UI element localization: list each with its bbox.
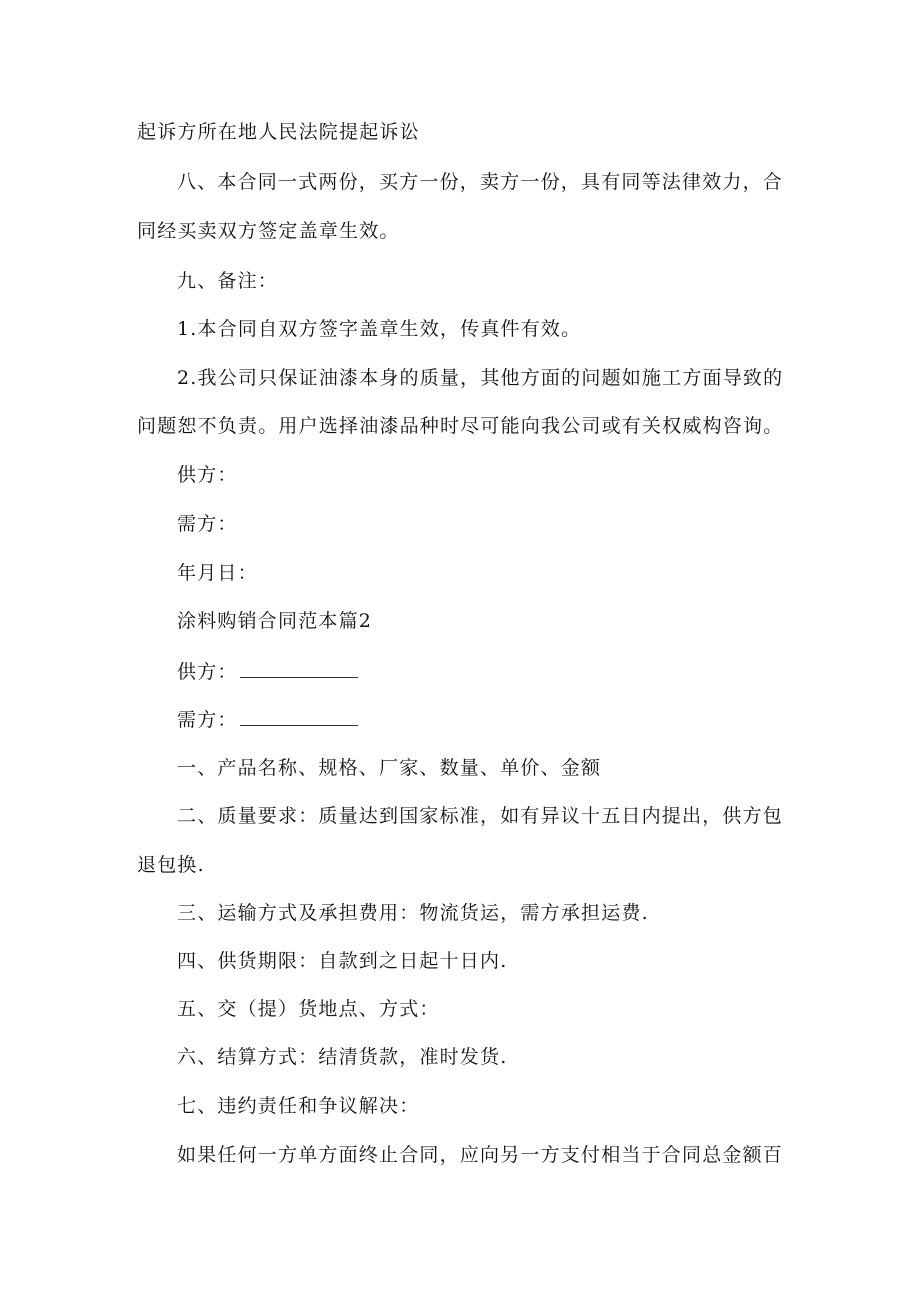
field-label: 供方： [177,661,238,683]
text-line [177,366,920,390]
line-text: 2.我公司只保证油漆本身的质量，其他方面的问题如施工方面导致的 [177,367,784,389]
signature-supplier [177,463,920,487]
line-text: 涂料购销合同范本篇2 [177,610,373,632]
section-heading [177,269,920,293]
section-title [177,609,920,633]
text-line [177,756,920,780]
text-line [137,853,920,877]
line-text: 六、结算方式：结清货款，准时发货. [177,1046,508,1068]
supplier-field [177,659,920,684]
line-text: 八、本合同一式两份，买方一份，卖方一份，具有同等法律效力，合 [177,171,784,193]
line-text: 起诉方所在地人民法院提起诉讼 [137,121,420,143]
line-text: 如果任何一方单方面终止合同，应向另一方支付相当于合同总金额百 [177,1144,784,1166]
text-line [177,1143,920,1167]
line-text: 一、产品名称、规格、厂家、数量、单价、金额 [177,757,602,779]
text-line [177,1045,920,1069]
line-text: 需方： [177,513,238,535]
text-line [177,804,920,828]
line-text: 退包换. [137,854,205,876]
text-line [177,317,920,341]
line-text: 五、交（提）货地点、方式： [177,998,440,1020]
signature-buyer [177,512,920,536]
blank-underline [240,707,358,726]
line-text: 七、违约责任和争议解决： [177,1095,420,1117]
text-line [177,1094,920,1118]
signature-date [177,561,920,585]
text-line [177,949,920,973]
line-text: 1.本合同自双方签字盖章生效，传真件有效。 [177,318,582,340]
text-line [137,414,920,438]
field-label: 需方： [177,709,238,731]
line-text: 年月日： [177,562,258,584]
buyer-field [177,707,920,732]
text-line [177,997,920,1021]
line-text: 问题恕不负责。用户选择油漆品种时尽可能向我公司或有关权威构咨询。 [137,415,784,437]
line-text: 同经买卖双方签定盖章生效。 [137,220,400,242]
text-line [137,219,920,243]
line-text: 九、备注： [177,270,279,292]
text-line [137,120,920,144]
line-text: 二、质量要求：质量达到国家标准，如有异议十五日内提出，供方包 [177,805,784,827]
line-text: 三、运输方式及承担费用：物流货运，需方承担运费. [177,902,649,924]
text-line [177,170,920,194]
line-text: 供方： [177,464,238,486]
blank-underline [240,659,358,678]
line-text: 四、供货期限：自款到之日起十日内. [177,950,508,972]
text-line [177,901,920,925]
